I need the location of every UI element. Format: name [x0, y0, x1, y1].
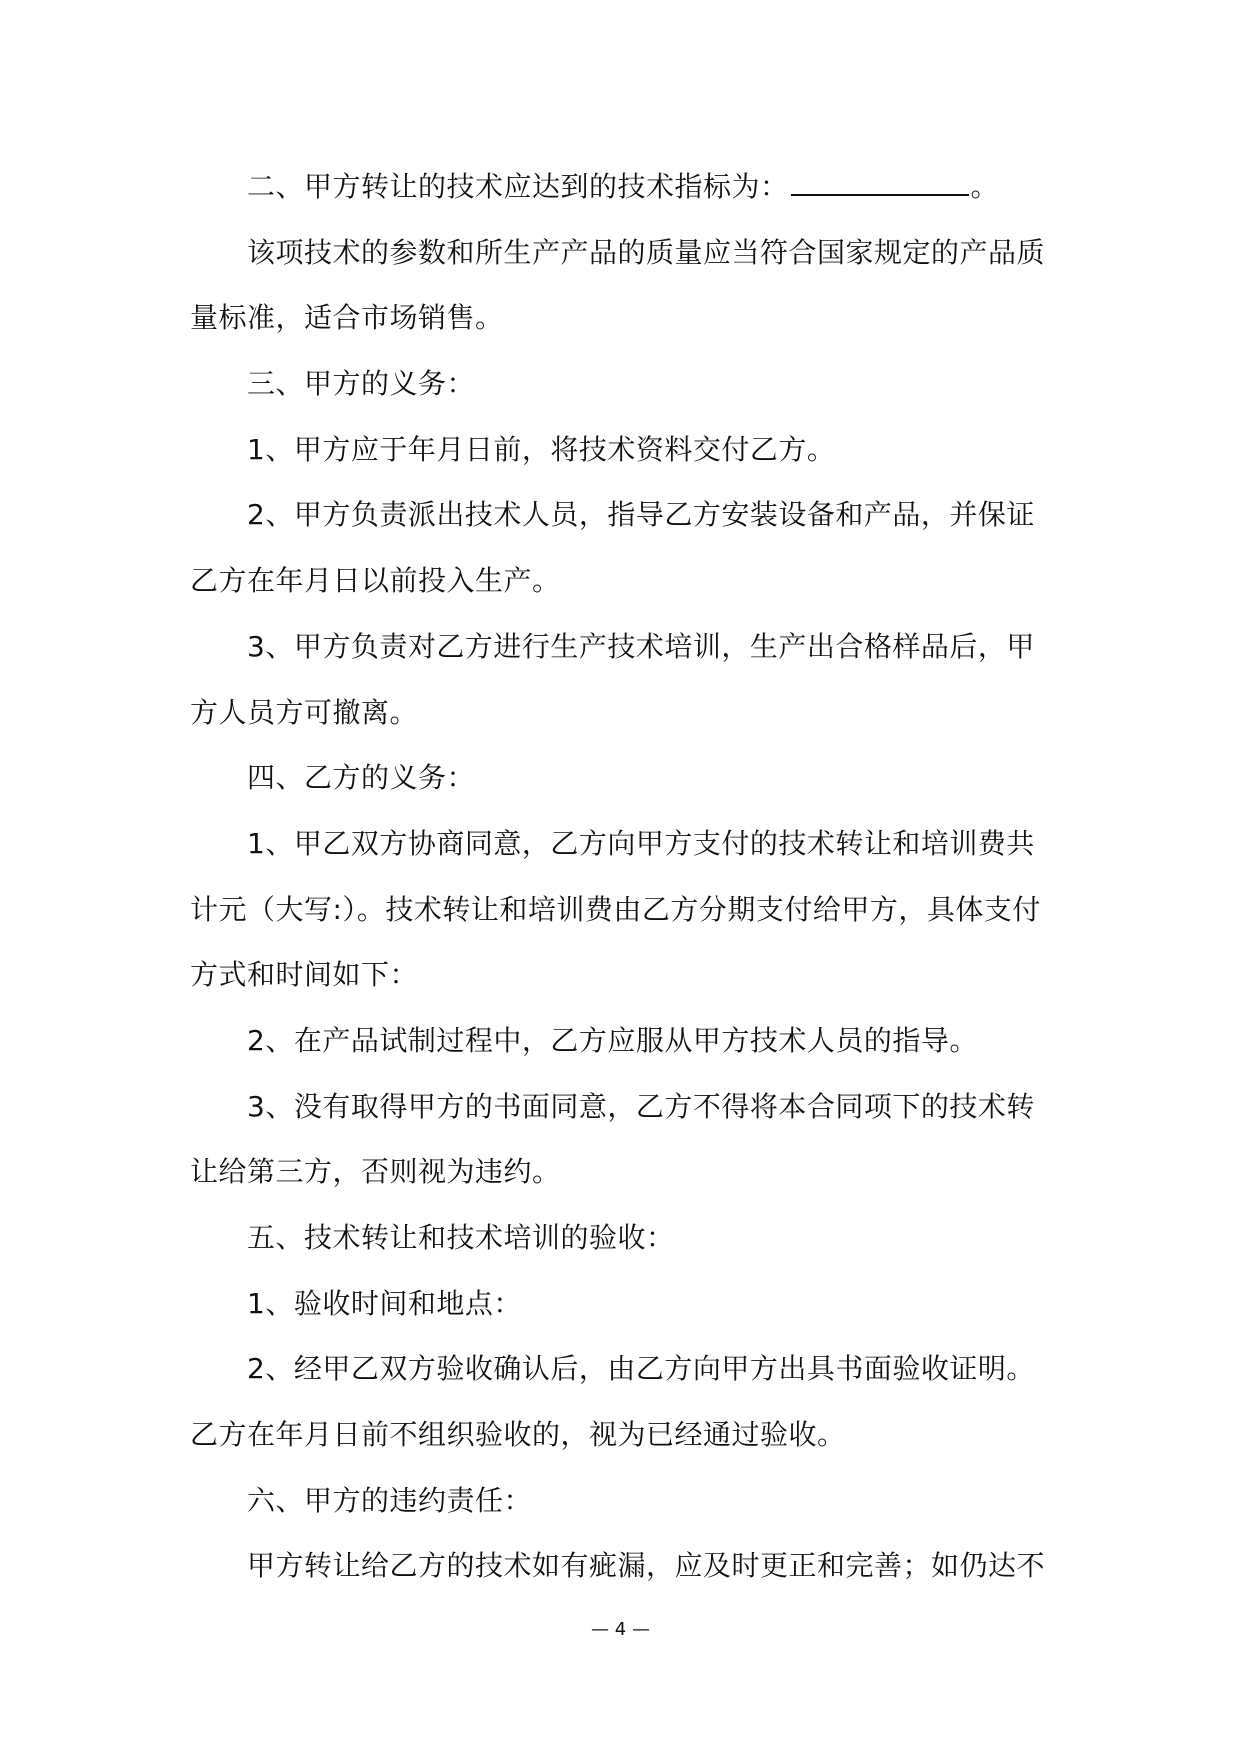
- paragraph-line: 方人员方可撤离。: [190, 695, 419, 729]
- technical-indicator-blank: [791, 164, 969, 196]
- paragraph-line: 1、验收时间和地点：: [247, 1286, 522, 1320]
- paragraph-line: 乙方在年月日前不组织验收的，视为已经通过验收。: [190, 1418, 846, 1452]
- paragraph-line: 1、甲乙双方协商同意，乙方向甲方支付的技术转让和培训费共: [247, 826, 1035, 860]
- section-heading-party-b-obligations: 四、乙方的义务：: [247, 761, 476, 795]
- clause-2-heading-text: 二、甲方转让的技术应达到的技术指标为：: [247, 170, 789, 203]
- clause-2-heading-line: [190, 154, 1060, 220]
- paragraph-line: 方式和时间如下：: [190, 958, 419, 992]
- document-body: [190, 154, 1060, 1599]
- paragraph-line: 3、没有取得甲方的书面同意，乙方不得将本合同项下的技术转: [247, 1089, 1035, 1123]
- paragraph-line: 让给第三方，否则视为违约。: [190, 1155, 561, 1189]
- paragraph-line: 2、在产品试制过程中，乙方应服从甲方技术人员的指导。: [247, 1023, 978, 1057]
- paragraph-line: 2、甲方负责派出技术人员，指导乙方安装设备和产品，并保证: [247, 498, 1035, 532]
- paragraph-line: 2、经甲乙双方验收确认后，由乙方向甲方出具书面验收证明。: [247, 1352, 1035, 1386]
- paragraph-line: 量标准，适合市场销售。: [190, 301, 504, 335]
- section-heading-party-a-obligations: 三、甲方的义务：: [247, 367, 476, 401]
- section-heading-party-a-liability: 六、甲方的违约责任：: [247, 1483, 533, 1517]
- paragraph-line: 甲方转让给乙方的技术如有疵漏，应及时更正和完善；如仍达不: [247, 1549, 1046, 1583]
- paragraph-line: 1、甲方应于年月日前，将技术资料交付乙方。: [247, 432, 836, 466]
- page-number: — 4 —: [591, 1619, 650, 1640]
- paragraph-line: 该项技术的参数和所生产产品的质量应当符合国家规定的产品质: [247, 235, 1046, 269]
- paragraph-line: 3、甲方负责对乙方进行生产技术培训，生产出合格样品后，甲: [247, 629, 1035, 663]
- clause-2-heading-end: 。: [970, 170, 1000, 203]
- paragraph-line: 乙方在年月日以前投入生产。: [190, 564, 561, 598]
- section-heading-acceptance: 五、技术转让和技术培训的验收：: [247, 1221, 675, 1254]
- paragraph-line: 计元（大写:）。技术转让和培训费由乙方分期支付给甲方，具体支付: [190, 892, 1041, 926]
